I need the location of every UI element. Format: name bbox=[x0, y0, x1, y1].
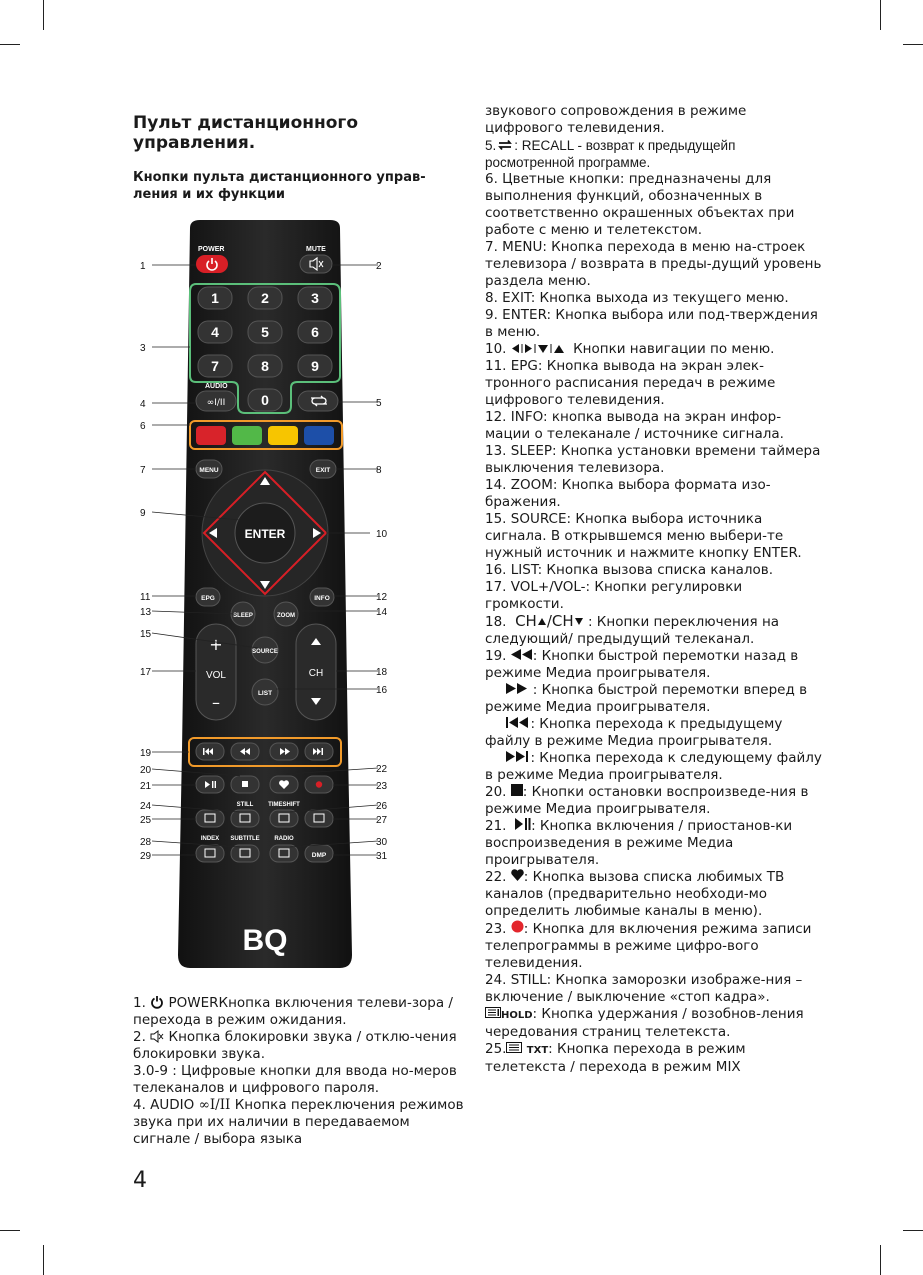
record-icon bbox=[316, 781, 322, 787]
list-label: LIST bbox=[257, 690, 273, 697]
para-hold: HOLD: Кнопка удержания / возобнов-ления чередования страниц телетекста. bbox=[485, 1006, 804, 1040]
para-23: 23. : Кнопка для включения режима записи телепрограммы в режиме цифро-вого телевидения. bbox=[485, 921, 812, 971]
para-5: 5. : RECALL - возврат к предыдущейп росмотренной программе. bbox=[485, 138, 736, 170]
color-key-button[interactable] bbox=[268, 426, 298, 445]
callout-number: 25 bbox=[140, 815, 152, 826]
callout-number: 29 bbox=[140, 851, 152, 862]
digit-label: 6 bbox=[311, 324, 319, 340]
fast-forward-icon bbox=[506, 683, 528, 694]
left-column-text bbox=[133, 995, 468, 1148]
para-21: 21. : Кнопка включения / приостанов-ки воспроизведения в режиме Медиа проигрывателя. bbox=[485, 818, 793, 868]
callout-number: 14 bbox=[376, 607, 388, 618]
callout-number: 20 bbox=[140, 765, 152, 776]
para-19d: : Кнопка перехода к следующему файлу в режиме Медиа проигрывателя. bbox=[485, 750, 822, 783]
vol-plus: + bbox=[209, 635, 223, 654]
enter-label: ENTER bbox=[244, 527, 286, 541]
para-20: 20. : Кнопки остановки воспроизведе-ния в режиме Медиа проигрывателя. bbox=[485, 784, 809, 817]
callout-number: 22 bbox=[376, 764, 388, 775]
callout-number: 13 bbox=[140, 607, 152, 618]
right-callouts bbox=[376, 261, 388, 862]
item-3: 3.0-9 : Цифровые кнопки для ввода но-меров телеканалов и цифрового пароля. bbox=[133, 1063, 457, 1096]
para-top: звукового сопровождения в режиме цифрового телевидения. bbox=[485, 103, 747, 136]
next-track-icon bbox=[506, 751, 530, 762]
right-column-text bbox=[485, 103, 825, 1076]
timeshift-label: TIMESHIFT bbox=[268, 802, 300, 808]
callout-number: 19 bbox=[140, 748, 152, 759]
callout-number: 30 bbox=[376, 837, 388, 848]
audio-label: AUDIO bbox=[205, 383, 228, 390]
para-25: 25. TXT: Кнопка перехода в режим телетекста / перехода в режим MIX bbox=[485, 1041, 746, 1075]
digit-label: 2 bbox=[261, 290, 269, 306]
para-9: 9. ENTER: Кнопка выбора или под-тверждения в меню. bbox=[485, 307, 818, 340]
para-19c: : Кнопка перехода к предыдущему файлу в режиме Медиа проигрывателя. bbox=[485, 716, 783, 749]
left-callouts bbox=[140, 261, 152, 862]
exit-label: EXIT bbox=[315, 467, 331, 474]
para-11: 11. EPG: Кнопка вывода на экран элек-тронного расписания передач в режиме цифрового телевидения. bbox=[485, 358, 776, 408]
info-label: INFO bbox=[314, 595, 330, 602]
callout-number: 31 bbox=[376, 851, 388, 862]
callout-number: 9 bbox=[140, 508, 146, 519]
epg-label: EPG bbox=[201, 595, 215, 602]
callout-number: 8 bbox=[376, 465, 382, 476]
zoom-label: ZOOM bbox=[277, 613, 295, 619]
callout-number: 26 bbox=[376, 801, 388, 812]
digit-label: 1 bbox=[211, 290, 219, 306]
para-14: 14. ZOOM: Кнопка выбора формата изо-бражения. bbox=[485, 477, 771, 510]
para-6: 6. Цветные кнопки: предназначены для выполнения функций, обозначенных в соответственно окрашенных объектах при работе с меню и телетекстом. bbox=[485, 171, 795, 238]
digit-label: 5 bbox=[261, 324, 269, 340]
digit-label: 3 bbox=[311, 290, 319, 306]
teletext-icon bbox=[506, 1042, 522, 1053]
nav-arrows-icon bbox=[511, 343, 569, 354]
play-pause-icon bbox=[515, 818, 531, 830]
source-label: SOURCE bbox=[252, 649, 278, 655]
para-22: 22. : Кнопка вызова списка любимых ТВ каналов (предварительно необходи-мо определить любимые каналы в меню). bbox=[485, 869, 785, 919]
callout-number: 24 bbox=[140, 801, 152, 812]
para-7: 7. MENU: Кнопка перехода в меню на-строек телевизора / возврата в преды-дущий уровень раздела меню. bbox=[485, 239, 822, 289]
page-number: 4 bbox=[133, 1168, 147, 1193]
digit-label: 4 bbox=[211, 324, 219, 340]
stop-icon bbox=[242, 781, 248, 787]
color-key-button[interactable] bbox=[196, 426, 226, 445]
recall-icon bbox=[496, 139, 514, 151]
para-15: 15. SOURCE: Кнопка выбора источника сигнала. В открывшемся меню выбери-те нужный источник и нажмите кнопку ENTER. bbox=[485, 511, 802, 561]
para-18: 18. CH /CH : Кнопки переключения на следующий/ предыдущий телеканал. bbox=[485, 612, 780, 647]
callout-number: 12 bbox=[376, 592, 388, 603]
sleep-label: SLEEP bbox=[233, 613, 253, 619]
item-4: 4. AUDIO ∞I/II Кнопка переключения режимов звука при их наличии в передаваемом сигнале / выбора языка bbox=[133, 1097, 464, 1147]
callout-number: 16 bbox=[376, 685, 388, 696]
para-12: 12. INFO: кнопка вывода на экран инфор-мации о телеканале / источнике сигнала. bbox=[485, 409, 784, 442]
callout-number: 4 bbox=[140, 399, 146, 410]
callout-number: 23 bbox=[376, 781, 388, 792]
section-subtitle: Кнопки пульта дистанционного управ-ления и их функции bbox=[133, 170, 426, 202]
index-label: INDEX bbox=[200, 836, 220, 842]
mute-icon bbox=[150, 1030, 164, 1043]
brand-logo: BQ bbox=[242, 924, 288, 957]
para-10: 10. Кнопки навигации по меню. bbox=[485, 341, 775, 357]
audio-symbol: ∞I/II bbox=[198, 1097, 231, 1113]
para-19: 19. : Кнопки быстрой перемотки назад в режиме Медиа проигрывателя. bbox=[485, 648, 799, 681]
vol-minus: – bbox=[212, 693, 220, 712]
para-24: 24. STILL: Кнопка заморозки изображе-ния – включение / выключение «стоп кадра». bbox=[485, 972, 803, 1005]
para-16: 16. LIST: Кнопка вызова списка каналов. bbox=[485, 562, 774, 578]
mute-label: MUTE bbox=[306, 246, 326, 253]
callout-number: 6 bbox=[140, 421, 146, 432]
dmp-label: DMP bbox=[311, 852, 327, 859]
record-icon bbox=[511, 920, 524, 933]
vol-label: VOL bbox=[205, 670, 227, 681]
para-19b: : Кнопка быстрой перемотки вперед в режиме Медиа проигрывателя. bbox=[485, 682, 808, 715]
callout-number: 21 bbox=[140, 781, 152, 792]
para-17: 17. VOL+/VOL-: Кнопки регулировки громкости. bbox=[485, 579, 743, 612]
menu-label: MENU bbox=[199, 467, 219, 474]
callout-number: 15 bbox=[140, 629, 152, 640]
stop-icon bbox=[511, 784, 523, 796]
digit-label: 8 bbox=[261, 358, 269, 374]
item-1: 1. POWERКнопка включения телеви-зора / перехода в режим ожидания. bbox=[133, 995, 453, 1028]
callout-number: 28 bbox=[140, 837, 152, 848]
callout-number: 2 bbox=[376, 261, 382, 272]
heart-icon bbox=[511, 869, 524, 881]
power-label: POWER bbox=[198, 246, 225, 253]
audio-button-label: ∞I/II bbox=[206, 398, 226, 408]
callout-number: 1 bbox=[140, 261, 146, 272]
callout-number: 11 bbox=[140, 592, 151, 603]
callout-number: 7 bbox=[140, 465, 146, 476]
prev-track-icon bbox=[506, 717, 530, 728]
ch-up-icon bbox=[537, 617, 547, 626]
para-8: 8. EXIT: Кнопка выхода из текущего меню. bbox=[485, 290, 789, 306]
callout-number: 3 bbox=[140, 343, 146, 354]
digit-label: 9 bbox=[311, 358, 319, 374]
callout-number: 17 bbox=[140, 667, 152, 678]
power-icon bbox=[150, 995, 164, 1009]
recall-button bbox=[298, 391, 338, 411]
callout-number: 18 bbox=[376, 667, 388, 678]
digit-label: 7 bbox=[211, 358, 219, 374]
digit-label: 0 bbox=[261, 392, 269, 408]
para-13: 13. SLEEP: Кнопка установки времени таймера выключения телевизора. bbox=[485, 443, 821, 476]
teletext-hold-icon bbox=[485, 1007, 501, 1018]
color-key-button[interactable] bbox=[232, 426, 262, 445]
callout-number: 27 bbox=[376, 815, 388, 826]
page-title: Пульт дистанционного управления. bbox=[133, 113, 358, 153]
still-label: STILL bbox=[236, 802, 254, 808]
subtitle-label: SUBTITLE bbox=[230, 836, 260, 842]
item-2: 2. Кнопка блокировки звука / отклю-чения блокировки звука. bbox=[133, 1029, 457, 1062]
radio-label: RADIO bbox=[274, 836, 294, 842]
rewind-icon bbox=[511, 649, 533, 660]
ch-label: CH bbox=[308, 668, 324, 679]
mute-button bbox=[300, 255, 332, 273]
callout-number: 5 bbox=[376, 398, 382, 409]
ch-down-icon bbox=[574, 617, 584, 626]
color-key-button[interactable] bbox=[304, 426, 334, 445]
callout-number: 10 bbox=[376, 529, 388, 540]
